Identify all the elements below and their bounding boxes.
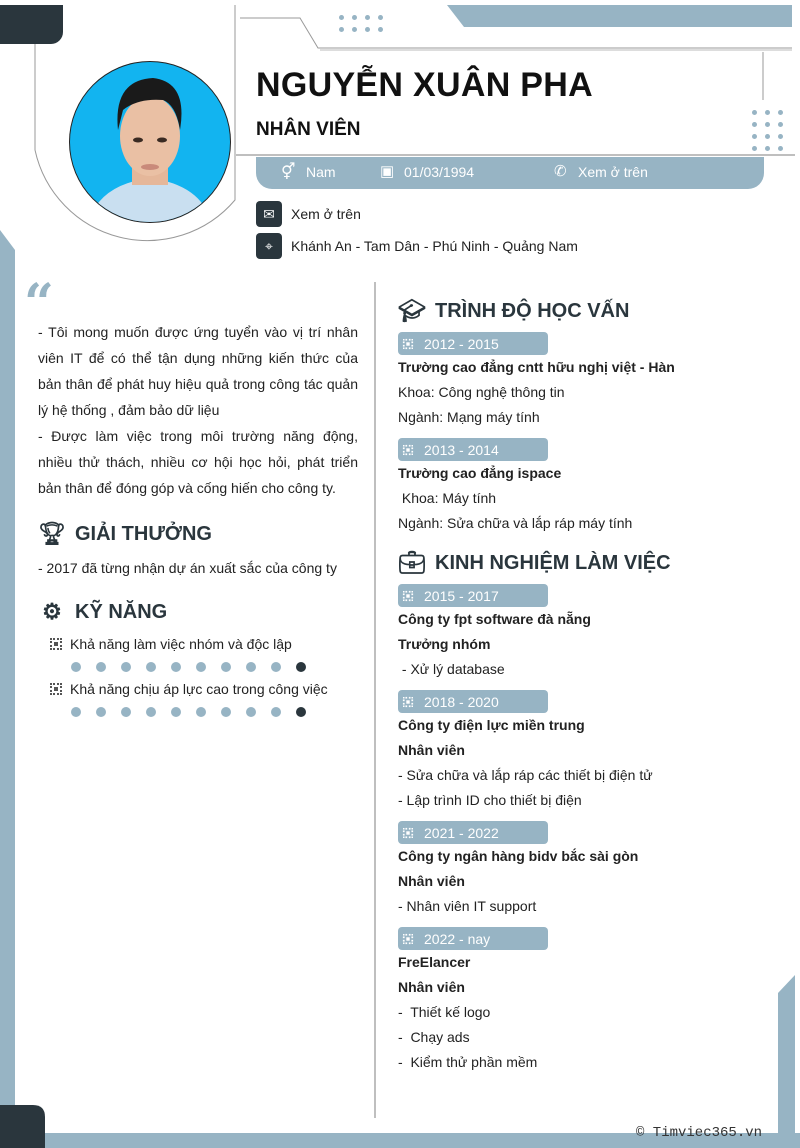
- calendar-icon: ▣: [380, 163, 395, 180]
- gender-icon: ⚥: [281, 164, 296, 181]
- dots-decoration: [339, 15, 383, 32]
- duty: - Thiết kế logo: [398, 1004, 491, 1020]
- candidate-name: NGUYỄN XUÂN PHA: [256, 66, 593, 104]
- rating-dot: [96, 662, 106, 672]
- mail-icon: ✉: [256, 201, 282, 227]
- duty: - Xử lý database: [398, 661, 505, 677]
- objective-paragraph: - Được làm việc trong môi trường năng động, nhiều thử thách, nhiều cơ hội học hỏi, phát triển bản thân để đóng góp và cống hiến cho công ty.: [38, 428, 358, 496]
- rating-dot: [246, 707, 256, 717]
- trophy-icon: 🏆︎: [38, 521, 66, 546]
- experience-item: [398, 821, 778, 919]
- skills-heading: [38, 599, 358, 625]
- objective-section: [38, 319, 358, 717]
- bullet-icon: [50, 683, 62, 695]
- duty: - Lập trình ID cho thiết bị điện: [398, 792, 582, 808]
- email-row: [256, 201, 361, 227]
- phone-icon: ✆: [554, 163, 567, 180]
- bullet-icon: [403, 933, 413, 943]
- rating-dot: [196, 707, 206, 717]
- school-name: Trường cao đẳng cntt hữu nghị việt - Hàn: [398, 359, 675, 375]
- skill-item: [50, 676, 358, 717]
- right-column: [398, 298, 778, 1081]
- job-title: NHÂN VIÊN: [256, 119, 361, 140]
- rating-dot: [121, 707, 131, 717]
- briefcase-icon: 💼︎: [398, 550, 426, 575]
- role: Nhân viên: [398, 742, 465, 758]
- award-item: - 2017 đã từng nhận dự án xuất sắc của công ty: [38, 560, 337, 576]
- education-heading-text: TRÌNH ĐỘ HỌC VẤN: [435, 299, 630, 322]
- rating-dot: [296, 662, 306, 672]
- rating-dot: [221, 707, 231, 717]
- role: Trưởng nhóm: [398, 636, 491, 652]
- address-value: Khánh An - Tam Dân - Phú Ninh - Quảng Nam: [291, 238, 578, 254]
- bullet-icon: [403, 696, 413, 706]
- rating-dot: [171, 662, 181, 672]
- experience-heading: [398, 550, 778, 576]
- duty: - Sửa chữa và lắp ráp các thiết bị điện tử: [398, 767, 653, 783]
- education-item: [398, 438, 778, 536]
- watermark: © Timviec365.vn: [636, 1125, 763, 1141]
- rating-dot: [146, 662, 156, 672]
- objective-paragraph: - Tôi mong muốn được ứng tuyển vào vị trí nhân viên IT để có thể tận dụng những kiến thức của bản thân để phát huy hiệu quả trong công tác quản lý hệ thống , đảm bảo dữ liệu: [38, 324, 358, 418]
- rating-dot: [271, 662, 281, 672]
- skill-name: Khả năng chịu áp lực cao trong công việc: [70, 681, 328, 697]
- skill-rating: [71, 662, 358, 672]
- company: Công ty fpt software đà nẵng: [398, 611, 591, 627]
- period: 2018 - 2020: [424, 693, 499, 710]
- period: 2015 - 2017: [424, 587, 499, 604]
- role: Nhân viên: [398, 979, 465, 995]
- email-value: Xem ở trên: [291, 206, 361, 222]
- awards-heading-text: GIẢI THƯỞNG: [75, 523, 212, 545]
- period: 2021 - 2022: [424, 824, 499, 841]
- rating-dot: [96, 707, 106, 717]
- duty: - Nhân viên IT support: [398, 898, 537, 914]
- info-bar: [256, 157, 764, 189]
- gender-value: Nam: [306, 164, 336, 180]
- experience-item: [398, 690, 778, 813]
- skills-heading-text: KỸ NĂNG: [75, 601, 168, 623]
- detail: Khoa: Máy tính: [398, 490, 497, 506]
- rating-dot: [171, 707, 181, 717]
- rating-dot: [121, 662, 131, 672]
- detail: Ngành: Sửa chữa và lắp ráp máy tính: [398, 515, 633, 531]
- dots-decoration: [752, 110, 783, 151]
- experience-item: [398, 584, 778, 682]
- quote-icon: “: [24, 273, 54, 334]
- rating-dot: [296, 707, 306, 717]
- bullet-icon: [403, 338, 413, 348]
- company: Công ty điện lực miền trung: [398, 717, 585, 733]
- period: 2022 - nay: [424, 930, 491, 947]
- rating-dot: [71, 707, 81, 717]
- birthday-value: 01/03/1994: [404, 164, 475, 180]
- rating-dot: [146, 707, 156, 717]
- awards-heading: [38, 521, 358, 547]
- bullet-icon: [403, 827, 413, 837]
- skill-rating: [71, 707, 358, 717]
- experience-heading-text: KINH NGHIỆM LÀM VIỆC: [435, 551, 671, 574]
- skill-item: [50, 631, 358, 672]
- rating-dot: [221, 662, 231, 672]
- rating-dot: [196, 662, 206, 672]
- company: Công ty ngân hàng bidv bắc sài gòn: [398, 848, 639, 864]
- education-heading: [398, 298, 778, 324]
- rating-dot: [271, 707, 281, 717]
- detail: Ngành: Mạng máy tính: [398, 409, 540, 425]
- bullet-icon: [403, 444, 413, 454]
- skill-name: Khả năng làm việc nhóm và độc lập: [70, 636, 292, 652]
- phone-value: Xem ở trên: [578, 164, 648, 180]
- period: 2013 - 2014: [424, 441, 499, 458]
- school-name: Trường cao đẳng ispace: [398, 465, 562, 481]
- bullet-icon: [403, 590, 413, 600]
- graduation-cap-icon: 🎓︎: [398, 298, 426, 323]
- rating-dot: [246, 662, 256, 672]
- duty: - Chạy ads: [398, 1029, 470, 1045]
- duty: - Kiểm thử phần mềm: [398, 1054, 538, 1070]
- experience-item: [398, 927, 778, 1075]
- education-item: [398, 332, 778, 430]
- rating-dot: [71, 662, 81, 672]
- role: Nhân viên: [398, 873, 465, 889]
- map-pin-icon: ⌖: [256, 233, 282, 259]
- bullet-icon: [50, 638, 62, 650]
- address-row: [256, 233, 578, 259]
- avatar-photo: [68, 60, 232, 224]
- company: FreElancer: [398, 954, 471, 970]
- gear-icon: ⚙: [42, 599, 62, 624]
- detail: Khoa: Công nghệ thông tin: [398, 384, 565, 400]
- period: 2012 - 2015: [424, 335, 499, 352]
